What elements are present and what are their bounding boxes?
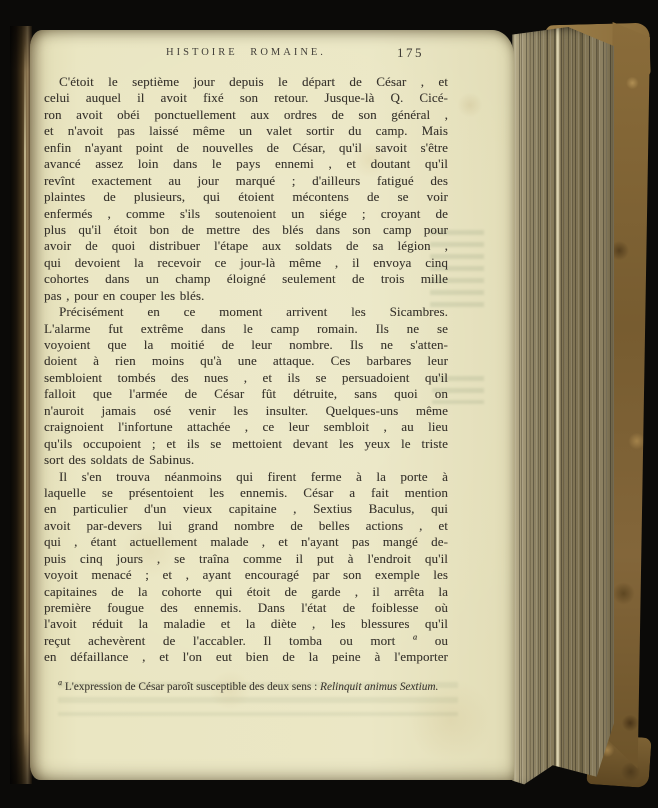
body-line: doient à rien moins qu'à une attaque. Ces barbares leur (44, 353, 448, 369)
body-line: qui , étant actuellement malade , et n'ayant pas mangé de- (44, 534, 448, 550)
book-gutter (10, 26, 32, 784)
body-line: plaintes de plusieurs, qui étoient mécontens de se voir (44, 189, 448, 205)
page-stack-fore-edge (512, 27, 614, 792)
body-line: enfermés , comme s'ils soutenoient un siége ; croyant de (44, 205, 448, 221)
footnote-marker: a (58, 678, 62, 688)
body-line: cohortes dans un champ éloigné seulement de trois mille (44, 271, 448, 287)
body-line: pas , pour en couper les blés. (44, 287, 205, 303)
body-line: qu'ils occupoient ; et ils se mettoient devant les yeux le triste (44, 435, 448, 451)
gutter-fold-highlight (24, 44, 26, 758)
running-head (44, 47, 448, 63)
body-line: avancé assez loin dans le pays ennemi , et doutant qu'il (44, 156, 448, 172)
body-line: C'étoit le septième jour depuis le départ de César , et (59, 74, 448, 89)
body-line: celui auquel il avoit fixé son retour. Jusque-là Q. Cicé- (44, 90, 448, 106)
body-line: l'avoit réduit la maladie et la diète , les blessures qu'il (44, 616, 448, 632)
body-line: sembloient tombés des nues , et ils se persuadoient qu'il (44, 369, 448, 385)
body-line: voyoient que la moitié de leur nombre. Ils ne s'atten- (44, 337, 448, 352)
body-line: L'alarme fut extrême dans le camp romain. Ils ne se (44, 320, 448, 336)
body-line: plus qu'il étoit bon de mettre des blés dans son camp pour (44, 221, 448, 237)
page-number: 175 (397, 45, 424, 60)
footnote-text: L'expression de César paroît susceptible des deux sens : (64, 681, 321, 693)
body-text (44, 74, 448, 666)
body-line: voyoit menacé ; et , ayant encouragé par son exemple les (44, 567, 448, 583)
footnote-latin-phrase: Relinquit animus Sextium. (320, 681, 439, 693)
body-line: qui devoient la recevoir ce jour-là même , il envoya cinq (44, 254, 448, 270)
body-line: ron avoit obéi ponctuellement aux ordres de son général , (44, 106, 448, 122)
body-line: sort des soldats de Sabinus. (44, 452, 195, 468)
body-line: laquelle se présentoient les ennemis. César a fait mention (44, 484, 448, 500)
body-line: en particulier d'un vieux capitaine , Sextius Baculus, qui (44, 501, 448, 517)
body-line: en défaillance , et l'on eut bien de la peine à l'emporter (44, 649, 448, 665)
body-line: première fougue des ennemis. Dans l'état de foiblesse où (44, 600, 448, 615)
footnote (44, 680, 448, 695)
body-line: Il s'en trouva néanmoins qui firent ferme à la porte à (59, 468, 448, 484)
body-line: Précisément en ce moment arrivent les Sicambres. (59, 304, 448, 320)
footnote-reference-marker: a (412, 632, 418, 642)
body-line: reçut achevèrent de l'accabler. Il tomba ou mort $^a$ ou (44, 632, 448, 648)
running-title: HISTOIRE ROMAINE. (166, 47, 326, 58)
body-line: enfin n'ayant point de nouvelles de César, qu'il savoit s'être (44, 139, 448, 155)
body-line: puis cinq jours , se traîna comme il put à l'endroit qu'il (44, 550, 448, 566)
body-line: falloit que l'armée de César fût détruite, sans quoi on (44, 386, 448, 402)
body-line: revînt exactement au jour marqué ; d'ailleurs fatigué des (44, 172, 448, 188)
book-page (30, 30, 514, 780)
body-line: avoit par-devers lui grand nombre de belles actions , et (44, 517, 448, 533)
body-line: n'auroit jamais osé venir les insulter. Quelques-uns même (44, 402, 448, 418)
body-line: craignoient l'infortune attachée , ce leur sembloit , au lieu (44, 419, 448, 435)
body-line: et n'avoit pas laissé même un valet sortir du camp. Mais (44, 123, 448, 139)
body-line: avoir de quoi distribuer l'étape aux soldats de sa légion , (44, 238, 448, 254)
body-line: capitaines de la cohorte qui étoit de garde , il arrêta la (44, 583, 448, 599)
